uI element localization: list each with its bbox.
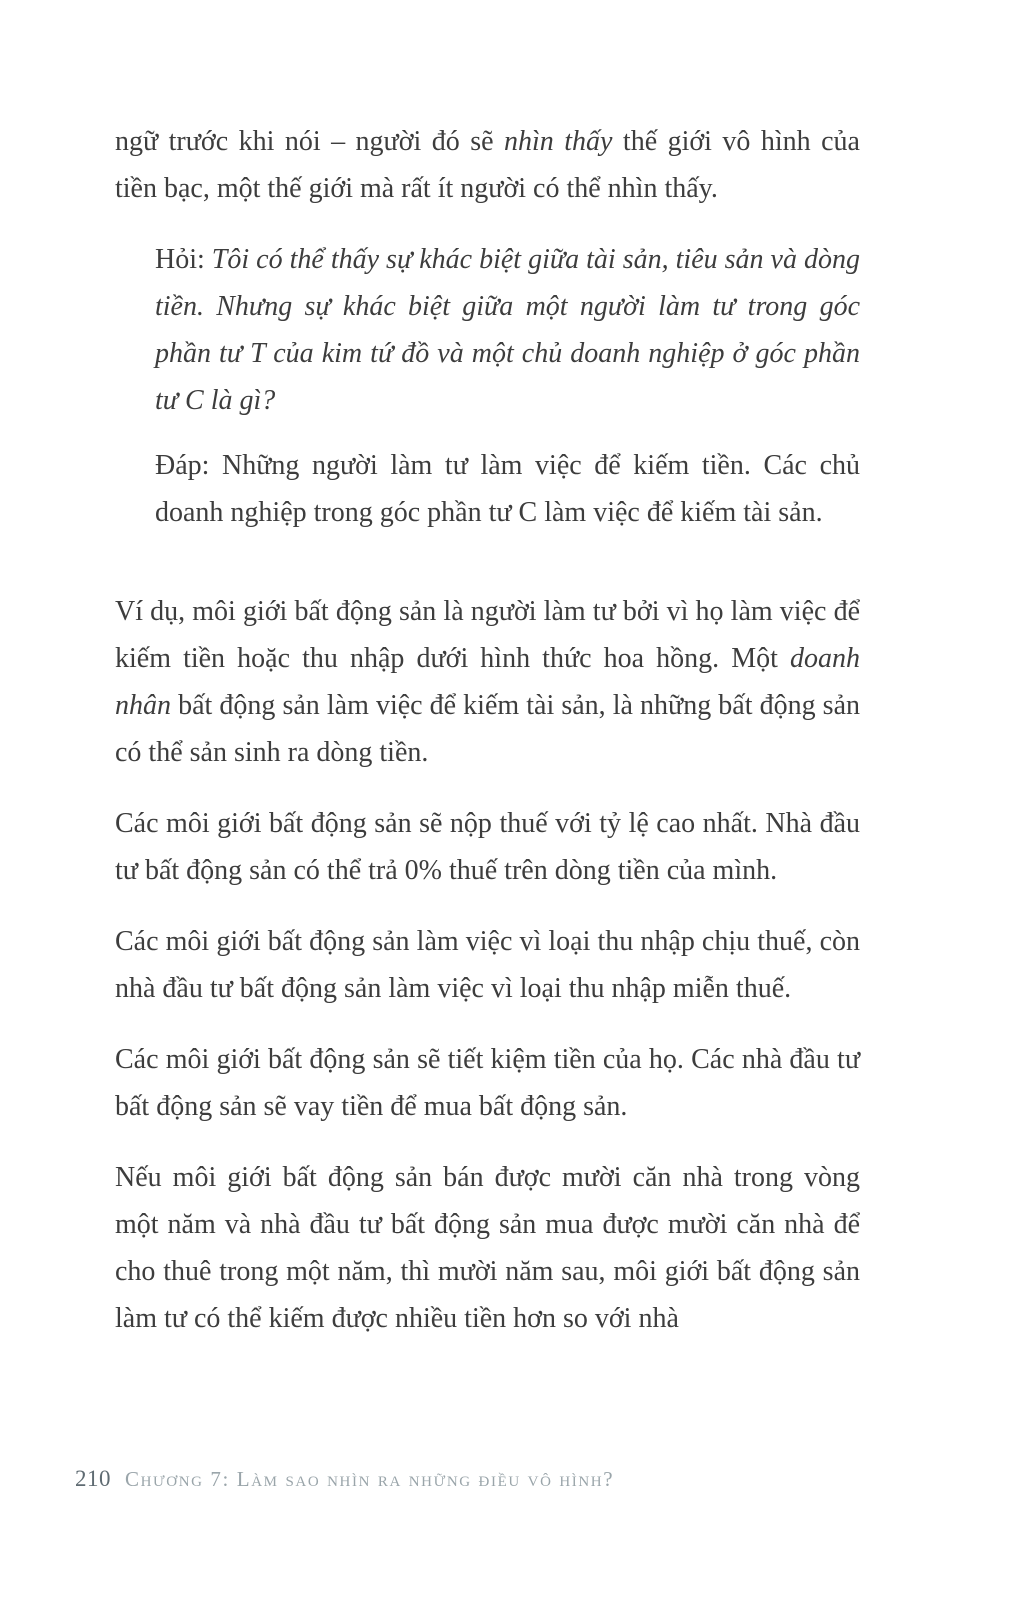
text-segment: Các môi giới bất động sản làm việc vì loại thu nhập chịu thuế, còn nhà đầu tư bất động sản làm việc vì loại thu nhập miễn thuế. [115,926,860,1004]
body-paragraph [115,918,860,1012]
footer-chapter-title: Chương 7: Làm sao nhìn ra những điều vô hình? [125,1467,615,1491]
body-paragraph [115,1154,860,1342]
text-segment: Hỏi: [155,244,212,275]
text-segment: bất động sản làm việc để kiếm tài sản, là những bất động sản có thể sản sinh ra dòng tiền. [115,690,860,768]
text-segment: Các môi giới bất động sản sẽ tiết kiệm tiền của họ. Các nhà đầu tư bất động sản sẽ vay tiền để mua bất động sản. [115,1044,860,1122]
text-segment: thế giới vô hình của tiền bạc, một thế giới mà rất ít người có thể nhìn thấy. [115,126,860,204]
body-paragraph [115,118,860,212]
body-paragraph [115,1036,860,1130]
text-segment: Đáp: Những người làm tư làm việc để kiếm tiền. Các chủ doanh nghiệp trong góc phần tư C làm việc để kiếm tài sản. [155,450,860,528]
italic-text-segment: Tôi có thể thấy sự khác biệt giữa tài sản, tiêu sản và dòng tiền. Nhưng sự khác biệt giữa một người làm tư trong góc phần tư T của kim tứ đồ và một chủ doanh nghiệp ở góc phần tư C là gì? [155,244,860,416]
footer-page-number: 210 [75,1466,111,1491]
page-footer [75,1466,945,1492]
text-segment: Nếu môi giới bất động sản bán được mười căn nhà trong vòng một năm và nhà đầu tư bất động sản mua được mười căn nhà để cho thuê trong một năm, thì mười năm sau, môi giới bất động sản làm tư có thể kiếm được nhiều tiền hơn so với nhà [115,1162,860,1334]
text-segment: Các môi giới bất động sản sẽ nộp thuế với tỷ lệ cao nhất. Nhà đầu tư bất động sản có thể trả 0% thuế trên dòng tiền của mình. [115,808,860,886]
page-body [115,118,860,1366]
body-paragraph [115,588,860,776]
text-segment: ngữ trước khi nói – người đó sẽ [115,126,505,157]
qa-paragraph [155,236,860,424]
italic-text-segment: doanh nhân [115,643,860,721]
text-segment: Ví dụ, môi giới bất động sản là người làm tư bởi vì họ làm việc để kiếm tiền hoặc thu nhập dưới hình thức hoa hồng. Một [115,596,860,674]
qa-paragraph [155,442,860,536]
body-paragraph [115,800,860,894]
italic-text-segment: nhìn thấy [504,126,613,157]
